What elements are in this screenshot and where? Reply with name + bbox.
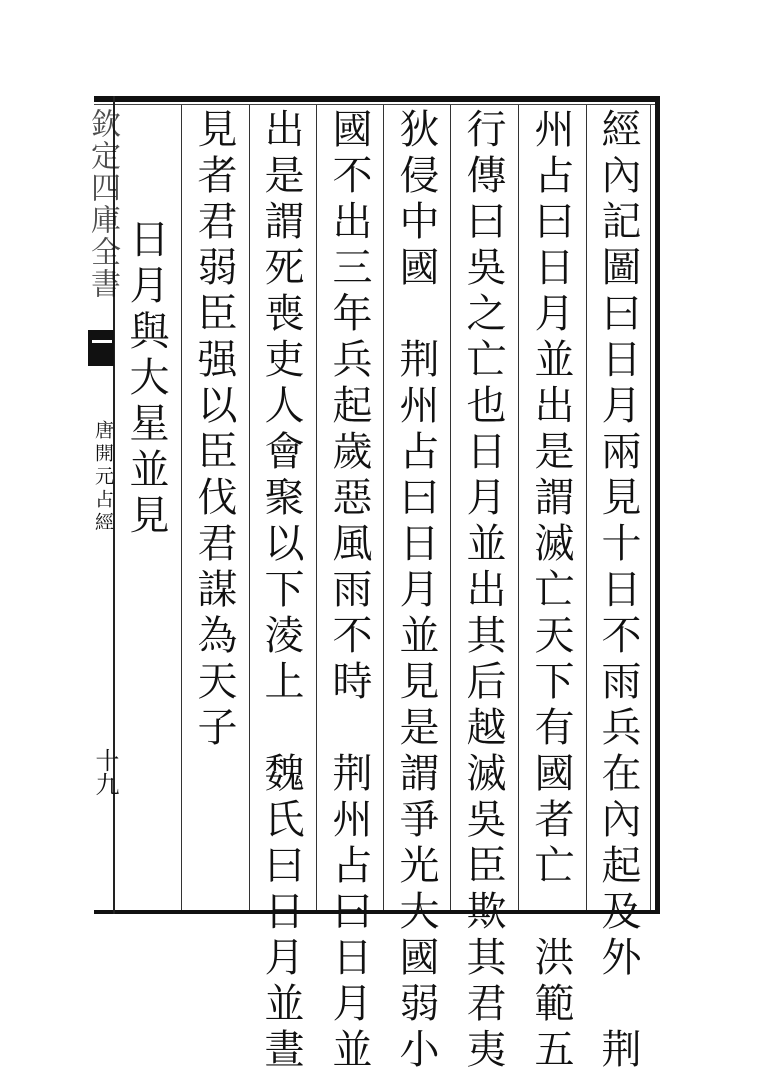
fish-tail-mark-icon [88, 330, 114, 366]
gutter-book-title: 欽定四庫全書 [85, 108, 120, 300]
column-rule [181, 105, 182, 910]
column-rule [383, 105, 384, 910]
fish-tail-mark-line [92, 340, 112, 343]
frame-top-inner-line [94, 104, 660, 105]
text-column-3: 行傳曰吳之亡也日月並出其后越滅吳臣欺其君夷 [460, 108, 506, 1074]
frame-bottom-border [94, 910, 660, 914]
column-rule [518, 105, 519, 910]
text-column-7: 見者君弱臣强以臣伐君謀為天子 [191, 108, 237, 752]
gutter-chapter-title: 唐開元占經 [92, 420, 114, 535]
column-rule [249, 105, 250, 910]
column-rule [316, 105, 317, 910]
column-rule [586, 105, 587, 910]
column-rule [450, 105, 451, 910]
text-column-2: 州占曰日月並出是謂滅亡天下有國者亡 洪範五 [528, 108, 574, 1074]
text-column-1: 經內記圖曰日月兩見十日不雨兵在內起及外 荆 [595, 108, 641, 1074]
frame-right-inner-line [650, 104, 651, 910]
text-column-6: 出是謂死喪吏人會聚以下淩上 魏氏曰日月並晝 [258, 108, 304, 1074]
text-column-4: 狄侵中國 荆州占曰日月並見是謂爭光大國弱小 [393, 108, 439, 1074]
text-column-5: 國不出三年兵起歲惡風雨不時 荆州占曰日月並 [326, 108, 372, 1074]
gutter-page-number: 十九 [91, 748, 119, 796]
frame-top-border [94, 96, 660, 102]
frame-right-border [655, 96, 660, 914]
text-column-8-heading: 日月與大星並見 [123, 218, 169, 540]
